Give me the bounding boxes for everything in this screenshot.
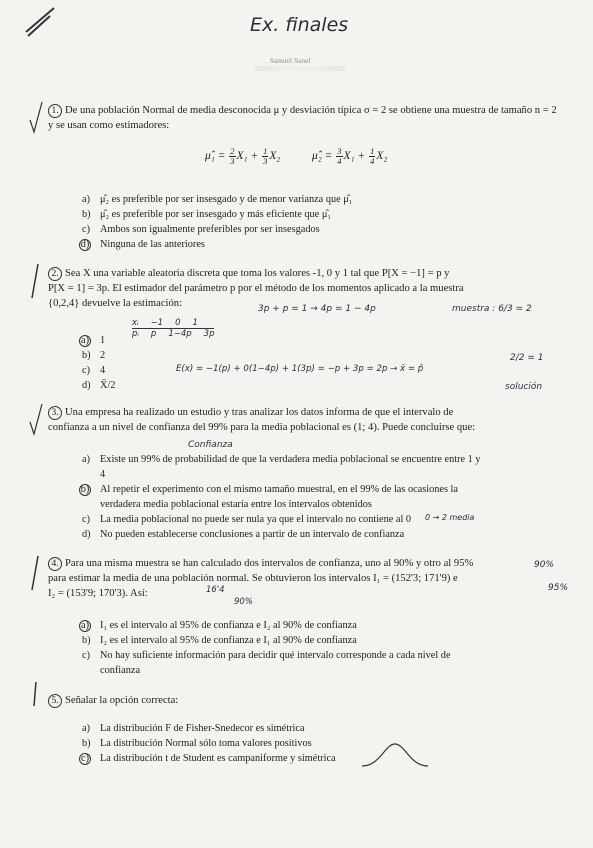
q2-handwritten-sample: muestra : 6/3 = 2	[452, 304, 532, 314]
q1-number: 1.	[48, 104, 62, 118]
q4-handwritten-width: 16'4	[206, 585, 225, 595]
q2-handwritten-eq1: 3p + p = 1 → 4p = 1 − 4p	[258, 304, 376, 314]
q1-statement	[48, 103, 560, 133]
q2-option-c[interactable]: c) 4	[82, 365, 106, 376]
q3-options	[82, 452, 562, 542]
faded-text-line	[255, 66, 345, 71]
q2-statement: 2. Sea X una variable aleatoria discreta que toma los valores -1, 0 y 1 tal que P[X = −1] = p y P[X = 1] = 3p. El estimador del parámetro p por el método de los momentos aplicado a la muestra {0,2,4} devuelve la estimación:	[48, 268, 464, 309]
q5-statement: 5. Señalar la opción correcta:	[48, 693, 558, 708]
q1-estimator-2: μ̂₂ = $\frac{3}{4}$ X₁ + $\frac{1}{4}$ X₂	[312, 146, 388, 166]
margin-bracket	[28, 262, 42, 302]
q4-option-b[interactable]: b) I₂ es el intervalo al 95% de confianza e I₁ al 90% de confianza	[82, 635, 357, 646]
q2-number: 2.	[48, 267, 62, 281]
q4-number: 4.	[48, 557, 62, 571]
q2-handwritten-fraction: 2/2 = 1	[510, 353, 544, 363]
q1-option-a[interactable]: a) μ̂₂ es preferible por ser insesgado y de menor varianza que μ̂₁	[82, 194, 353, 205]
q3-handwritten-note: 0 → 2 media	[425, 513, 475, 522]
q5-number: 5.	[48, 694, 62, 708]
q4-handwritten-90: 90%	[534, 560, 555, 570]
q5-option-c[interactable]: c) La distribución t de Student es campaniforme y simétrica	[81, 753, 336, 764]
q4-handwritten-95: 95%	[548, 583, 569, 593]
q4-handwritten-level: 90%	[234, 597, 253, 607]
q2-handwritten-table: xᵢ −1 0 1 pᵢ p 1−4p 3p	[132, 318, 215, 339]
bell-curve-sketch	[360, 740, 430, 770]
pen-stroke-mark	[20, 2, 60, 42]
q4-options	[82, 618, 562, 678]
q5-option-a[interactable]: a) La distribución F de Fisher-Snedecor es simétrica	[82, 723, 305, 734]
q3-statement: 3. Una empresa ha realizado un estudio y tras analizar los datos informa de que el intervalo de confianza a un nivel de confianza del 99% para la media poblacional es (1; 4). Puede concluirse que:	[48, 407, 476, 433]
author-name: Samuel Sanel	[270, 57, 311, 65]
q3-handwritten-confianza: Confianza	[188, 440, 233, 450]
q2-handwritten-expectation: E(x) = −1(p) + 0(1−4p) + 1(3p) = −p + 3p = 2p → x̄ = p̂	[176, 364, 424, 374]
q3-number: 3.	[48, 406, 62, 420]
q2-option-d[interactable]: d) X̄/2	[82, 380, 116, 391]
q1-text: De una población Normal de media desconocida μ y desviación típica σ = 2 se obtiene una muestra de tamaño n = 2 y se usan como estimadores:	[48, 105, 557, 131]
q1-options	[82, 192, 352, 252]
q1-estimator-1: μ̂₁ = $\frac{2}{3}$ X₁ + $\frac{1}{3}$ X₂	[205, 146, 281, 166]
check-mark	[28, 100, 44, 136]
q3-option-a[interactable]: a) Existe un 99% de probabilidad de que la verdadera media poblacional se encuentre entre 1 y 4	[82, 454, 481, 480]
q4-option-c[interactable]: c) No hay suficiente información para decidir qué intervalo corresponde a cada nivel de confianza	[82, 650, 451, 676]
exam-title: Ex. finales	[250, 14, 349, 36]
q2-option-a[interactable]: a) 1	[81, 335, 106, 346]
q1-option-c[interactable]: c) Ambos son igualmente preferibles por ser insesgados	[82, 224, 320, 235]
q3-option-d[interactable]: d) No pueden establecerse conclusiones a partir de un intervalo de confianza	[82, 529, 405, 540]
q2-handwritten-solution: solución	[505, 382, 543, 392]
q5-options	[82, 721, 562, 766]
q3-option-b[interactable]: b) Al repetir el experimento con el mismo tamaño muestral, en el 99% de las ocasiones la verdadera media poblacional estaría entre los intervalos obtenidos	[80, 484, 458, 510]
q2-options	[82, 333, 115, 393]
q4-option-a[interactable]: a) I₁ es el intervalo al 95% de confianza e I₂ al 90% de confianza	[81, 620, 357, 631]
q3-option-c[interactable]: c) La media poblacional no puede ser nula ya que el intervalo no contiene al 0	[82, 514, 412, 525]
check-mark	[28, 402, 44, 438]
margin-bracket	[30, 680, 40, 710]
q4-statement: 4. Para una misma muestra se han calculado dos intervalos de confianza, uno al 90% y otro al 95% para estimar la media de una población normal. Se obtuvieron los intervalos I₁ = (152'3; 171'9) e I₂ = (153'9; 170'3). Así:	[48, 558, 474, 599]
q5-option-b[interactable]: b) La distribución Normal sólo toma valores positivos	[82, 738, 312, 749]
q1-option-b[interactable]: b) μ̂₂ es preferible por ser insesgado y más eficiente que μ̂₁	[82, 209, 331, 220]
margin-bracket	[28, 554, 42, 594]
q2-option-b[interactable]: b) 2	[82, 350, 106, 361]
q1-option-d[interactable]: d) Ninguna de las anteriores	[80, 239, 205, 250]
